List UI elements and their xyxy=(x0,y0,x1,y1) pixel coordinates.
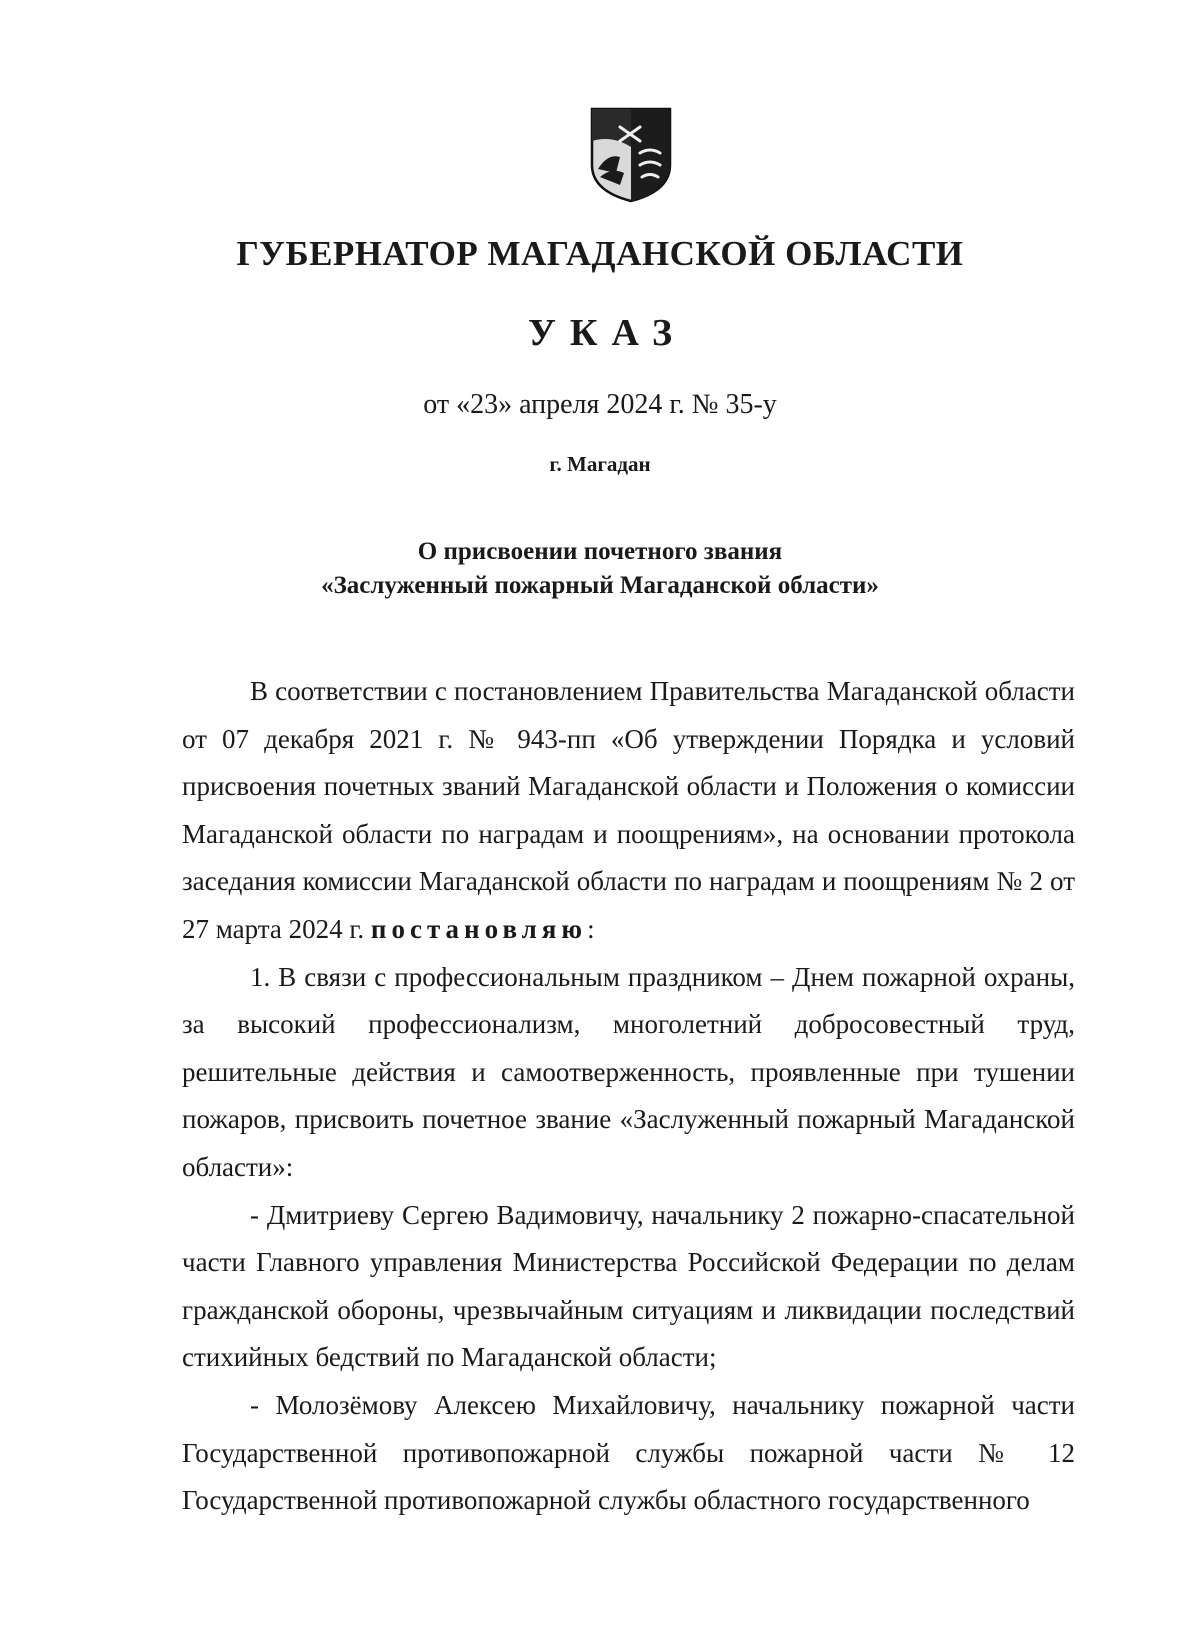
decree-word: постановляю xyxy=(370,913,588,944)
title-line-1: О присвоении почетного звания xyxy=(417,538,783,565)
decree-colon: : xyxy=(587,913,595,944)
preamble-text: В соответствии с постановлением Правительства Магаданской области от 07 декабря 2021 г. № 943-пп «Об утверждении Порядка и условий присвоения почетных званий Магаданской области и Положения о комиссии Магаданской области по наградам и поощрениям», на основании протокола заседания комиссии Магаданской области по наградам и поощрениям № 2 от 27 марта 2024 г. xyxy=(182,676,1075,944)
preamble-paragraph xyxy=(182,668,1075,954)
issuing-authority: ГУБЕРНАТОР МАГАДАНСКОЙ ОБЛАСТИ xyxy=(236,234,964,273)
document-body xyxy=(182,668,1075,1525)
awardee-2-paragraph: - Молозёмову Алексею Михайловичу, начальнику пожарной части Государственной противопожарной службы пожарной части № 12 Государственной противопожарной службы областного государственного xyxy=(182,1389,1075,1516)
title-line-2: «Заслуженный пожарный Магаданской области» xyxy=(321,572,879,599)
document-place: г. Магадан xyxy=(549,452,651,476)
document-date-number: от «23» апреля 2024 г. № 35-у xyxy=(423,389,777,420)
clause-1-paragraph: 1. В связи с профессиональным праздником – Днем пожарной охраны, за высокий профессионализм, многолетний добросовестный труд, решительные действия и самоотверженность, проявленные при тушении пожаров, присвоить почетное звание «Заслуженный пожарный Магаданской области»: xyxy=(182,961,1075,1182)
document-type: УКАЗ xyxy=(528,312,686,354)
awardee-1-paragraph: - Дмитриеву Сергею Вадимовичу, начальнику 2 пожарно-спасательной части Главного управления Министерства Российской Федерации по делам гражданской обороны, чрезвычайным ситуациям и ликвидации последствий стихийных бедствий по Магаданской области; xyxy=(182,1199,1075,1373)
document-title xyxy=(0,535,1200,603)
magadan-coat-of-arms-icon xyxy=(590,107,672,203)
